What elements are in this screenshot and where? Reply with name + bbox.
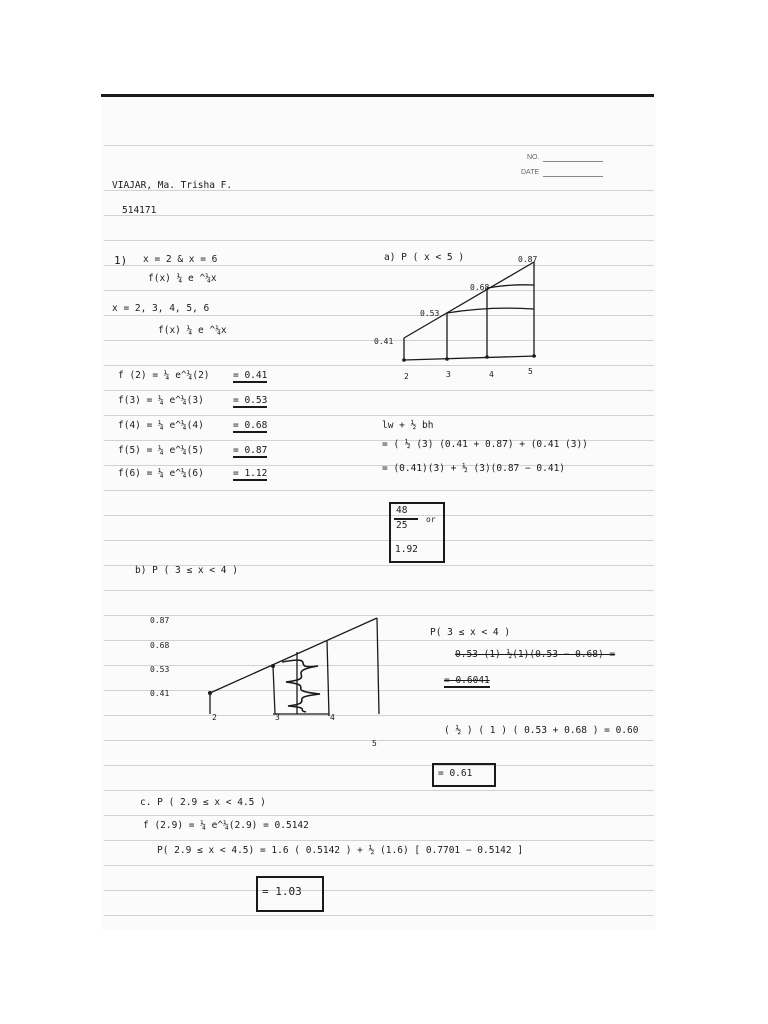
part-b-answer: = 0.61 — [438, 768, 473, 779]
eval-lhs: f(4) = ¼ e^¼(4) — [118, 420, 204, 431]
eval-lhs: f(5) = ¼ e^¼(5) — [118, 445, 204, 456]
given-function: f(x) ¼ e ^¼x — [148, 273, 217, 284]
eval-rhs: = 0.53 — [233, 395, 268, 406]
part-b-x-label: 3 — [275, 713, 280, 722]
part-a-answer-decimal: 1.92 — [395, 544, 418, 555]
part-b-y-label: 0.68 — [150, 641, 170, 650]
part-b-title: b) P ( 3 ≤ x < 4 ) — [135, 565, 238, 576]
x-values: x = 2, 3, 4, 5, 6 — [112, 303, 210, 314]
part-b-point — [208, 691, 212, 695]
problem-number: 1) — [114, 254, 128, 267]
part-a-fraction-numerator: 48 — [396, 505, 408, 516]
part-c-evaluation: f (2.9) = ¼ e^¼(2.9) = 0.5142 — [143, 820, 309, 831]
part-b-work-title: P( 3 ≤ x < 4 ) — [430, 627, 511, 638]
part-b-bar-3 — [273, 666, 275, 714]
eval-rhs: = 0.68 — [233, 420, 268, 431]
given-bounds: x = 2 & x = 6 — [143, 254, 218, 265]
eval-lhs: f(6) = ¼ e^¼(6) — [118, 468, 204, 479]
eval-lhs: f(3) = ¼ e^¼(3) — [118, 395, 204, 406]
part-b-y-label: 0.41 — [150, 689, 170, 698]
part-a-x-label: 4 — [489, 370, 494, 379]
part-b-x-label: 5 — [372, 739, 377, 748]
part-b-work-step: ( ½ ) ( 1 ) ( 0.53 + 0.68 ) = 0.60 — [444, 725, 639, 736]
part-b-struck-result: = 0.6041 — [444, 675, 490, 686]
part-a-work-step: = (0.41)(3) + ½ (3)(0.87 − 0.41) — [382, 463, 566, 474]
date-label: DATE — [521, 169, 540, 176]
part-c-answer: = 1.03 — [262, 885, 302, 898]
part-b-point — [271, 664, 275, 668]
part-b-x-label: 2 — [212, 713, 217, 722]
part-b-y-label: 0.87 — [150, 616, 170, 625]
part-b-bar-5 — [377, 618, 379, 714]
no-label: NO. — [527, 154, 540, 161]
part-b-curve — [210, 618, 377, 693]
part-a-y-label: 0.87 — [518, 255, 538, 264]
part-b-bar-4 — [327, 640, 329, 716]
part-a-title: a) P ( x < 5 ) — [384, 252, 465, 263]
part-c-work: P( 2.9 ≤ x < 4.5) = 1.6 ( 0.5142 ) + ½ (1.6) [ 0.7701 − 0.5142 ] — [157, 845, 524, 856]
student-id: 514171 — [122, 205, 157, 216]
part-b-y-label: 0.53 — [150, 665, 170, 674]
eval-rhs: = 0.41 — [233, 370, 268, 381]
part-c-title: c. P ( 2.9 ≤ x < 4.5 ) — [140, 797, 266, 808]
eval-lhs: f (2) = ¼ e^¼(2) — [118, 370, 210, 381]
part-b-struck-work: 0.53 (1) ½(1)(0.53 − 0.68) = — [455, 649, 616, 660]
part-b-x-label: 4 — [330, 713, 335, 722]
part-a-or: or — [426, 515, 436, 524]
part-a-y-label: 0.68 — [470, 283, 490, 292]
part-a-x-label: 5 — [528, 367, 533, 376]
part-a-y-label: 0.53 — [420, 309, 440, 318]
part-a-fraction-denominator: 25 — [396, 520, 408, 531]
part-a-x-label: 2 — [404, 372, 409, 381]
eval-rhs: = 0.87 — [233, 445, 268, 456]
function-restated: f(x) ¼ e ^¼x — [158, 325, 227, 336]
part-b-shading — [282, 660, 320, 712]
student-name: VIAJAR, Ma. Trisha F. — [112, 180, 233, 191]
part-a-x-label: 3 — [446, 370, 451, 379]
eval-rhs: = 1.12 — [233, 468, 268, 479]
part-a-y-label: 0.41 — [374, 337, 394, 346]
part-a-work-step: = ( ½ (3) (0.41 + 0.87) + (0.41 (3)) — [382, 439, 588, 450]
part-a-work-formula: lw + ½ bh — [382, 420, 434, 431]
